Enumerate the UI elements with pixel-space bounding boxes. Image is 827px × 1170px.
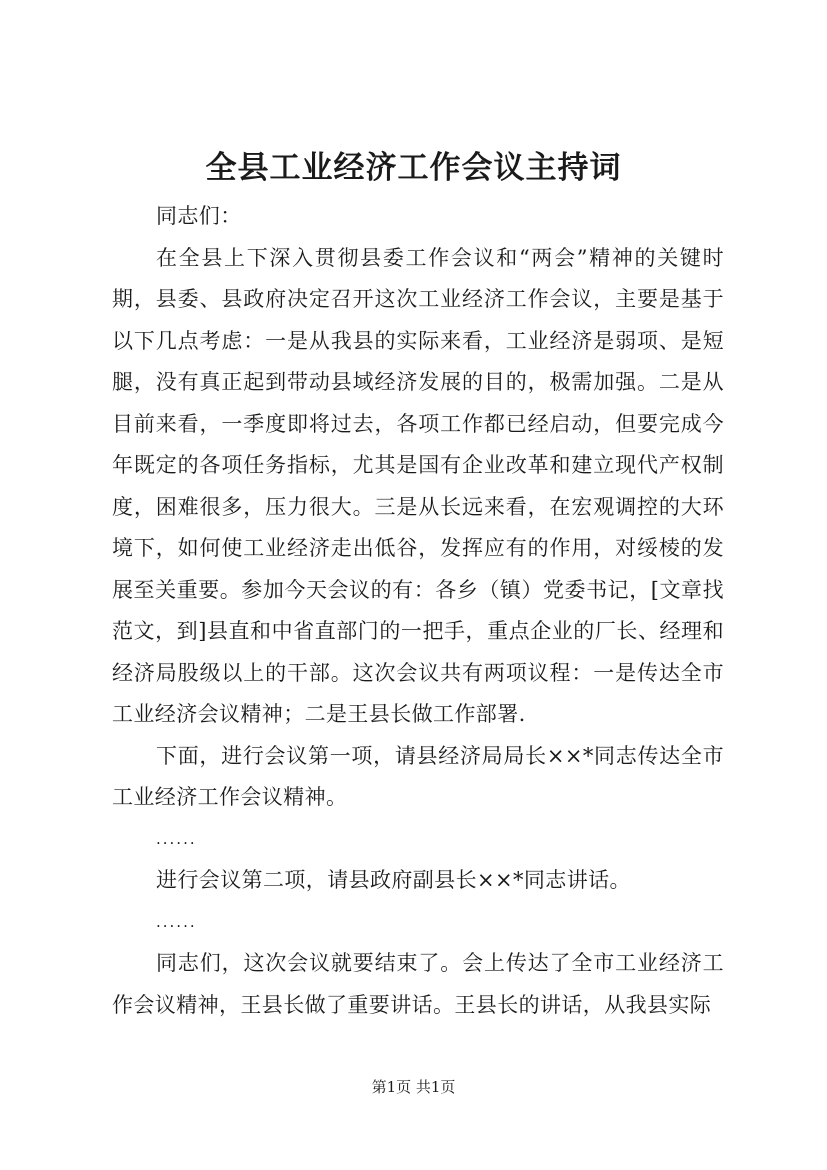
ellipsis-two: ...... [156,912,197,931]
paragraph-agenda-one: 下面，进行会议第一项，请县经济局局长××*同志传达全市工业经济工作会议精神。 [112,743,724,809]
ellipsis-one: ...... [156,829,197,848]
paragraph-closing: 同志们，这次会议就要结束了。会上传达了全市工业经济工作会议精神，王县长做了重要讲话。王县长的讲话，从我县实际 [112,951,724,1017]
page-footer: 第1页 共1页 [371,1078,456,1096]
paragraph-intro: 在全县上下深入贯彻县委工作会议和“两会”精神的关键时期，县委、县政府决定召开这次工业经济工作会议，主要是基于以下几点考虑：一是从我县的实际来看，工业经济是弱项、是短腿，没有真正起到带动县域经济发展的目的，极需加强。二是从目前来看，一季度即将过去，各项工作都已经启动，但要完成今年既定的各项任务指标，尤其是国有企业改革和建立现代产权制度，困难很多，压力很大。三是从长远来看，在宏观调控的大环境下，如何使工业经济走出低谷，发挥应有的作用，对绥棱的发展至关重要。参加今天会议的有：各乡（镇）党委书记，[文章找范文，到]县直和中省直部门的一把手，重点企业的厂长、经理和经济局股级以上的干部。这次会议共有两项议程：一是传达全市工业经济会议精神；二是王县长做工作部署. [112,245,724,726]
document-title: 全县工业经济工作会议主持词 [205,150,622,186]
document-body [112,196,724,1026]
salutation: 同志们： [156,204,242,228]
paragraph-agenda-two: 进行会议第二项，请县政府副县长××*同志讲话。 [156,868,631,892]
